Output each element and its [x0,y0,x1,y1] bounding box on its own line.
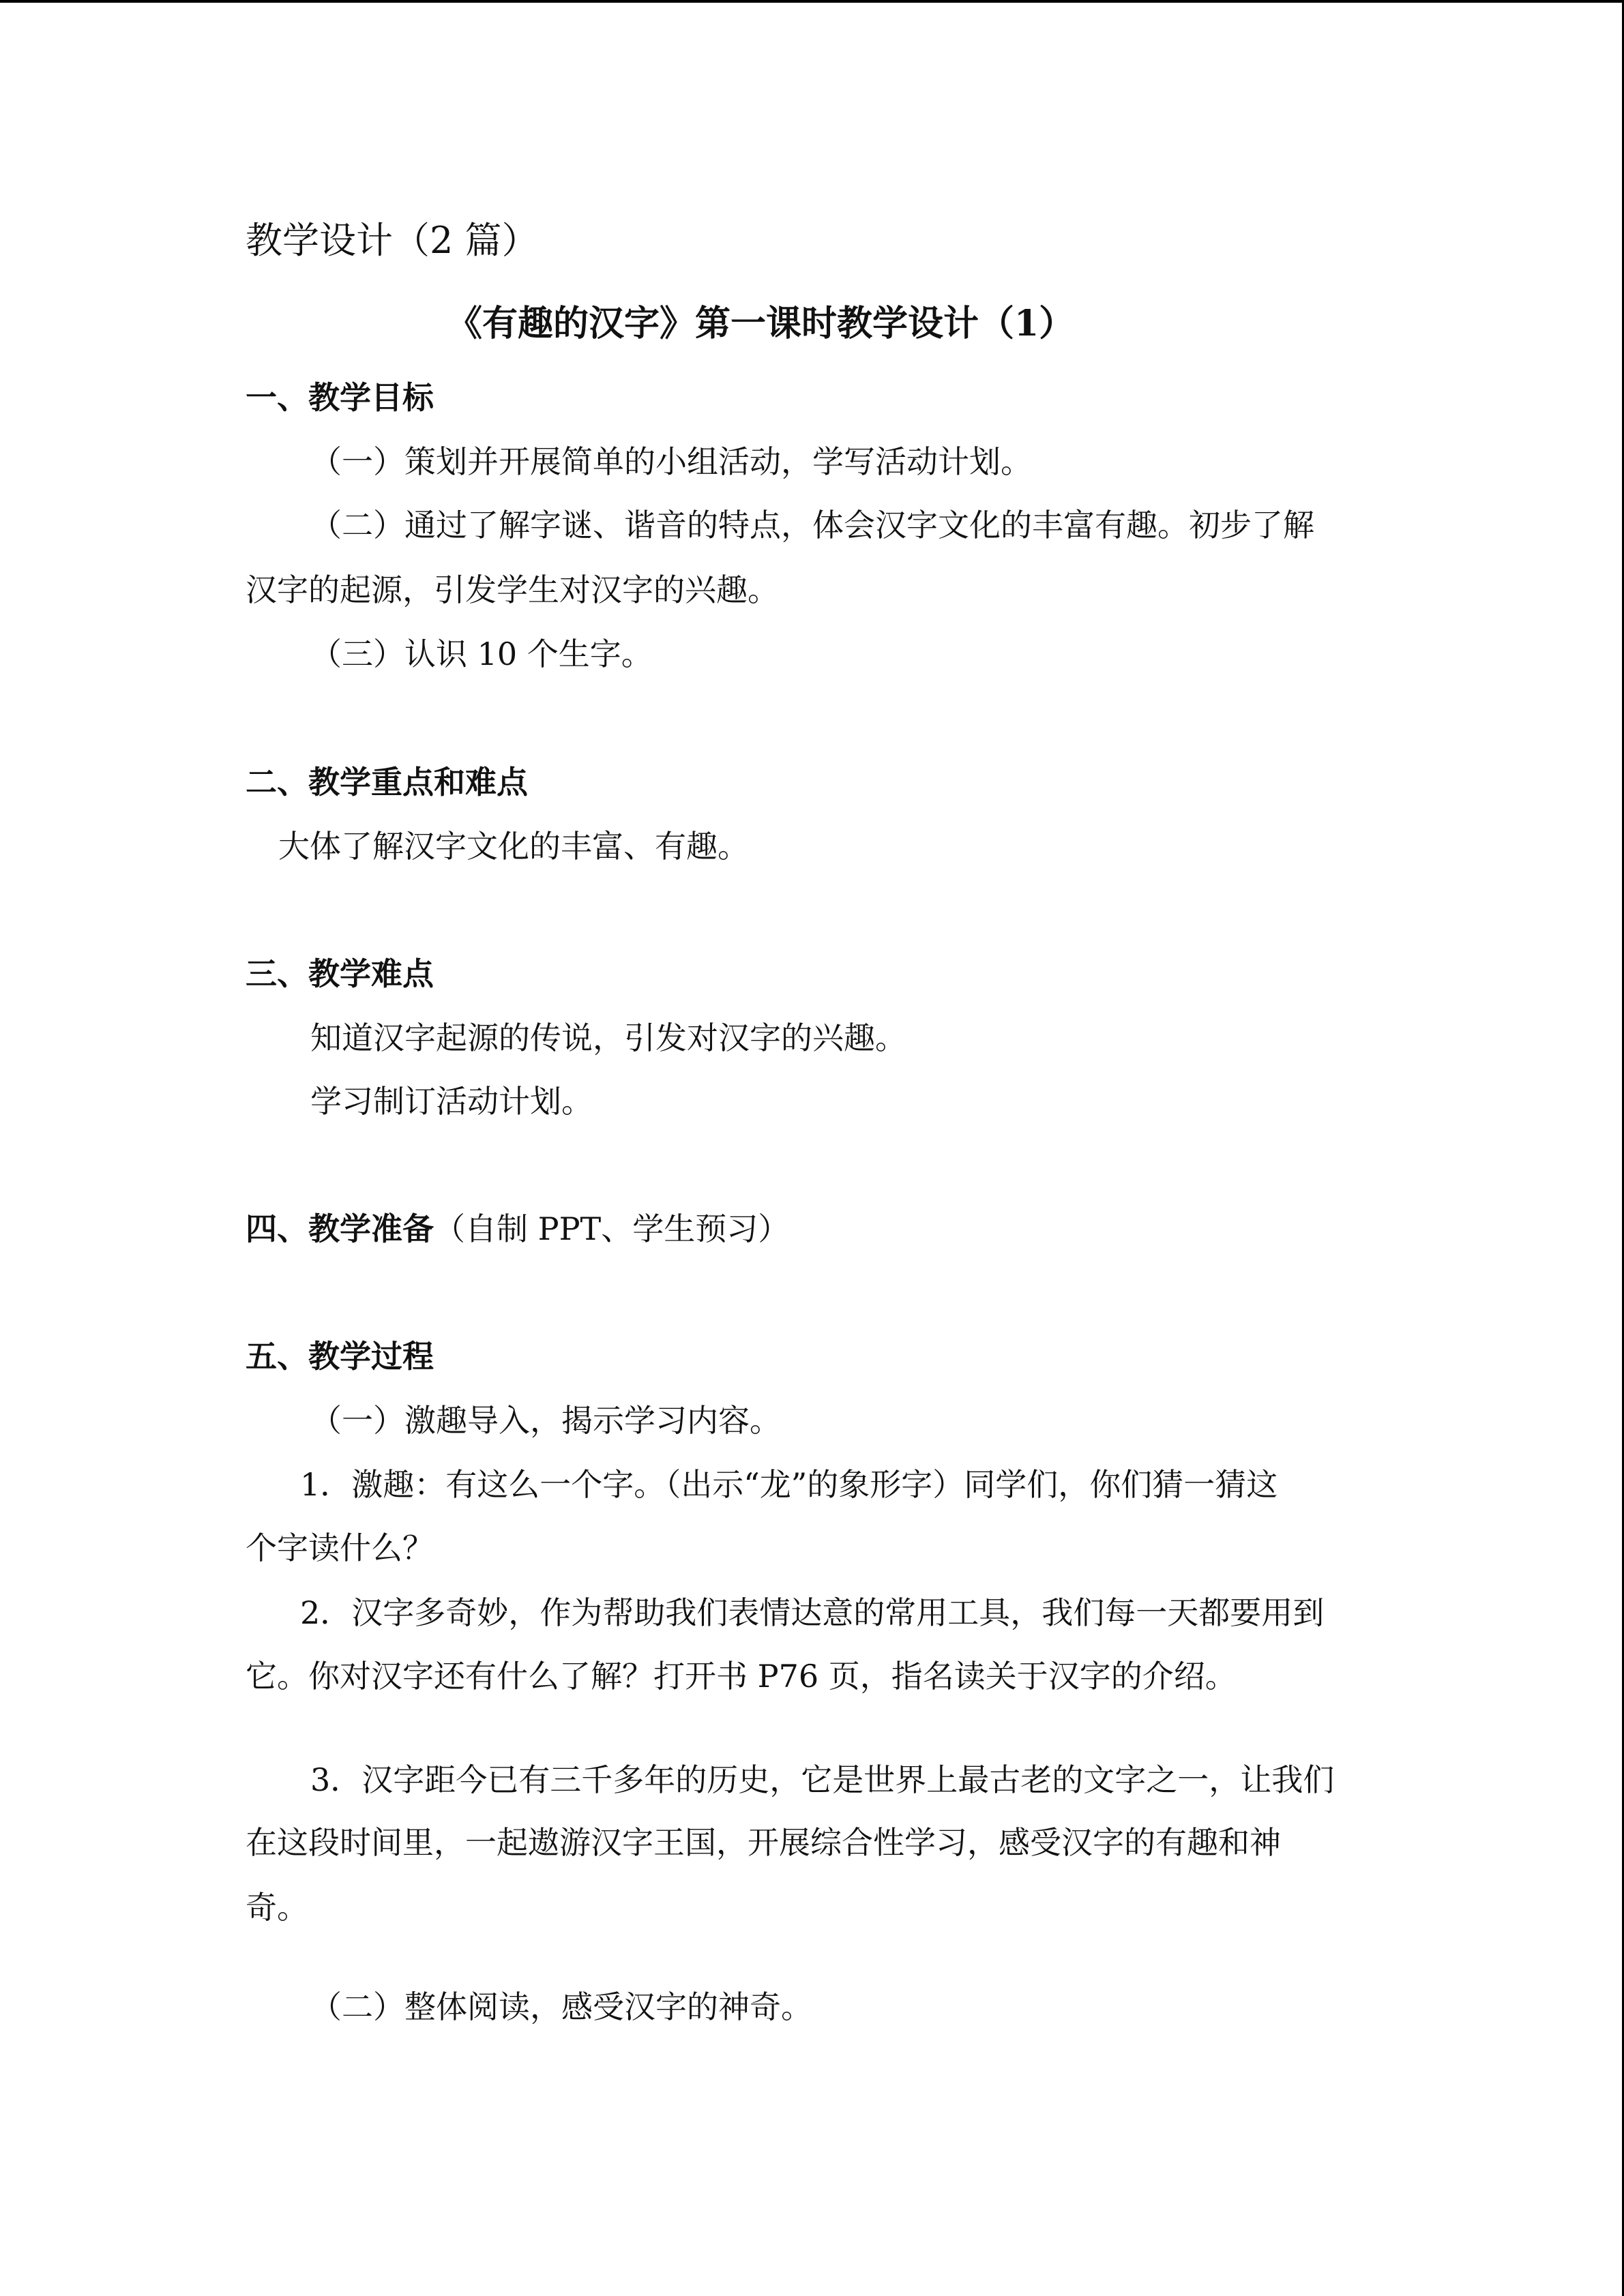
process-step-3-line-3: 奇。 [246,1889,308,1926]
process-step-3-line-2: 在这段时间里，一起遨游汉字王国，开展综合性学习，感受汉字的有趣和神 [246,1824,1281,1861]
key-points-text: 大体了解汉字文化的丰富、有趣。 [278,828,749,865]
objective-item-1: （一）策划并开展简单的小组活动，学写活动计划。 [310,443,1032,480]
objective-item-2-line-1: （二）通过了解字谜、谐音的特点，体会汉字文化的丰富有趣。初步了解 [310,507,1314,543]
section-heading-preparation: 四、教学准备 [246,1210,434,1247]
section-heading-key-points: 二、教学重点和难点 [246,764,528,801]
objective-item-2-line-2: 汉字的起源，引发学生对汉字的兴趣。 [246,571,779,608]
process-step-2-line-1: 2．汉字多奇妙，作为帮助我们表情达意的常用工具，我们每一天都要用到 [300,1594,1325,1631]
process-step-1-line-1: 1．激趣：有这么一个字。（出示“龙”的象形字）同学们，你们猜一猜这 [300,1466,1278,1503]
difficulty-line-1: 知道汉字起源的传说，引发对汉字的兴趣。 [310,1019,906,1056]
process-step-1-line-2: 个字读什么？ [246,1530,434,1566]
section-heading-difficulties: 三、教学难点 [246,955,434,992]
section-heading-process: 五、教学过程 [246,1338,434,1375]
objective-item-3: （三）认识 10 个生字。 [310,636,653,672]
process-part-2: （二）整体阅读，感受汉字的神奇。 [310,1988,812,2025]
page-top-border [0,0,1624,3]
process-step-2-line-2: 它。你对汉字还有什么了解？打开书 P76 页，指名读关于汉字的介绍。 [246,1658,1237,1695]
process-part-1: （一）激趣导入，揭示学习内容。 [310,1402,781,1439]
lesson-title: 《有趣的汉字》第一课时教学设计（1） [447,303,1075,344]
process-step-3-line-1: 3．汉字距今已有三千多年的历史，它是世界上最古老的文字之一，让我们 [310,1761,1335,1798]
difficulty-line-2: 学习制订活动计划。 [310,1083,593,1120]
section-heading-objectives: 一、教学目标 [246,379,434,416]
preparation-note: （自制 PPT、学生预习） [434,1210,790,1247]
preparation-line [246,1208,789,1249]
document-title: 教学设计（2 篇） [246,219,539,262]
